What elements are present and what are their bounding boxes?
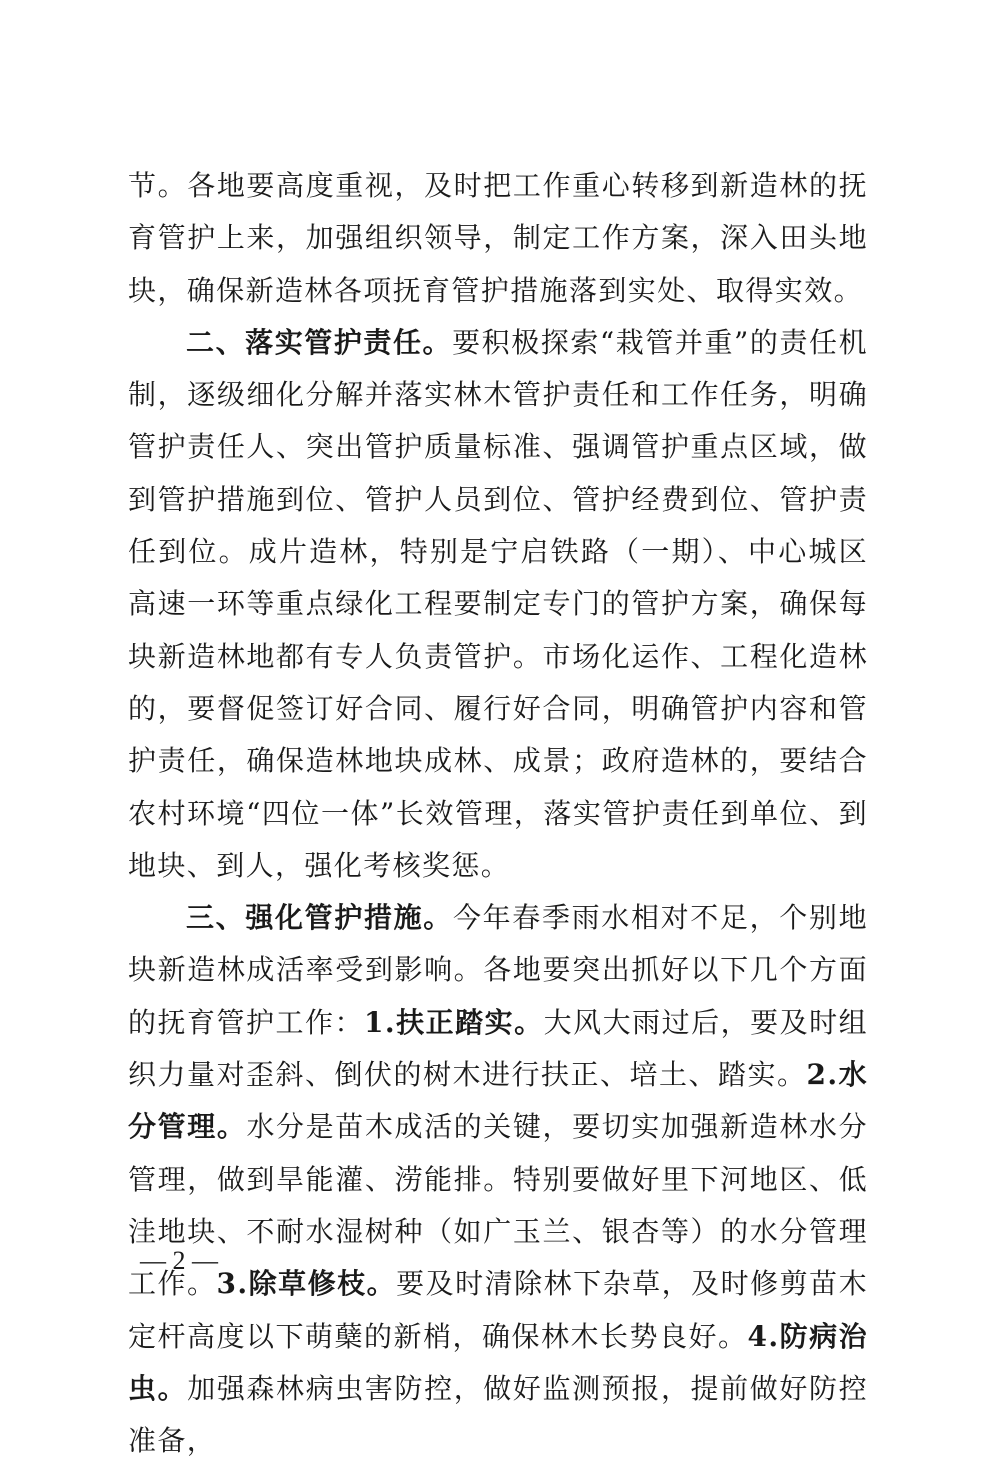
heading-run: 3.除草修枝。 [216, 1267, 397, 1301]
text-run: 要积极探索“栽管并重”的责任机制，逐级细化分解并落实林木管护责任和工作任务，明确管护责任人、突出管护质量标准、强调管护重点区域，做到管护措施到位、管护人员到位、管护经费到位、管护责任到位。成片造林，特别是宁启铁路（一期）、中心城区高速一环等重点绿化工程要制定专门的管护方案，确保每块新造林地都有专人负责管护。市场化运作、工程化造林的，要督促签订好合同、履行好合同，明确管护内容和管护责任，确保造林地块成林、成景；政府造林的，要结合农村环境“四位一体”长效管理，落实管护责任到单位、到地块、到人，强化考核奖惩。 [128, 325, 868, 882]
paragraph-p-section-2 [128, 317, 868, 892]
text-run: 大风大雨过后，要及时组织力量对歪斜、倒伏的树木进行扶正、培土、踏实。 [128, 1005, 869, 1092]
text-run: 今年春季雨水相对不足，个别地块新造林成活率受到影响。各地要突出抓好以下几个方面的抚育管护工作： [128, 901, 868, 1039]
text-run: 加强森林病虫害防控，做好监测预报，提前做好防控准备， [128, 1371, 868, 1458]
body-text [128, 160, 868, 1467]
heading-run: 三、强化管护措施。 [186, 901, 453, 935]
text-run: 要及时清除林下杂草，及时修剪苗木定杆高度以下萌蘖的新梢，确保林木长势良好。 [128, 1267, 869, 1353]
paragraph-p-section-3 [128, 892, 868, 1467]
heading-run: 二、落实管护责任。 [186, 325, 453, 359]
heading-run: 4.防病治虫。 [128, 1319, 868, 1405]
text-run: 水分是苗木成活的关键，要切实加强新造林水分管理，做到旱能灌、涝能排。特别要做好里下河地区、低洼地块、不耐水湿树种（如广玉兰、银杏等）的水分管理工作。 [128, 1110, 868, 1301]
heading-run: 1.扶正踏实。 [364, 1005, 544, 1039]
paragraph-p-intro-tail [128, 160, 868, 317]
text-run: 节。各地要高度重视，及时把工作重心转移到新造林的抚育管护上来，加强组织领导，制定工作方案，深入田头地块，确保新造林各项抚育管护措施落到实处、取得实效。 [128, 169, 868, 307]
heading-run: 2.水分管理。 [128, 1058, 868, 1144]
page-number: — 2 — [140, 1246, 218, 1275]
